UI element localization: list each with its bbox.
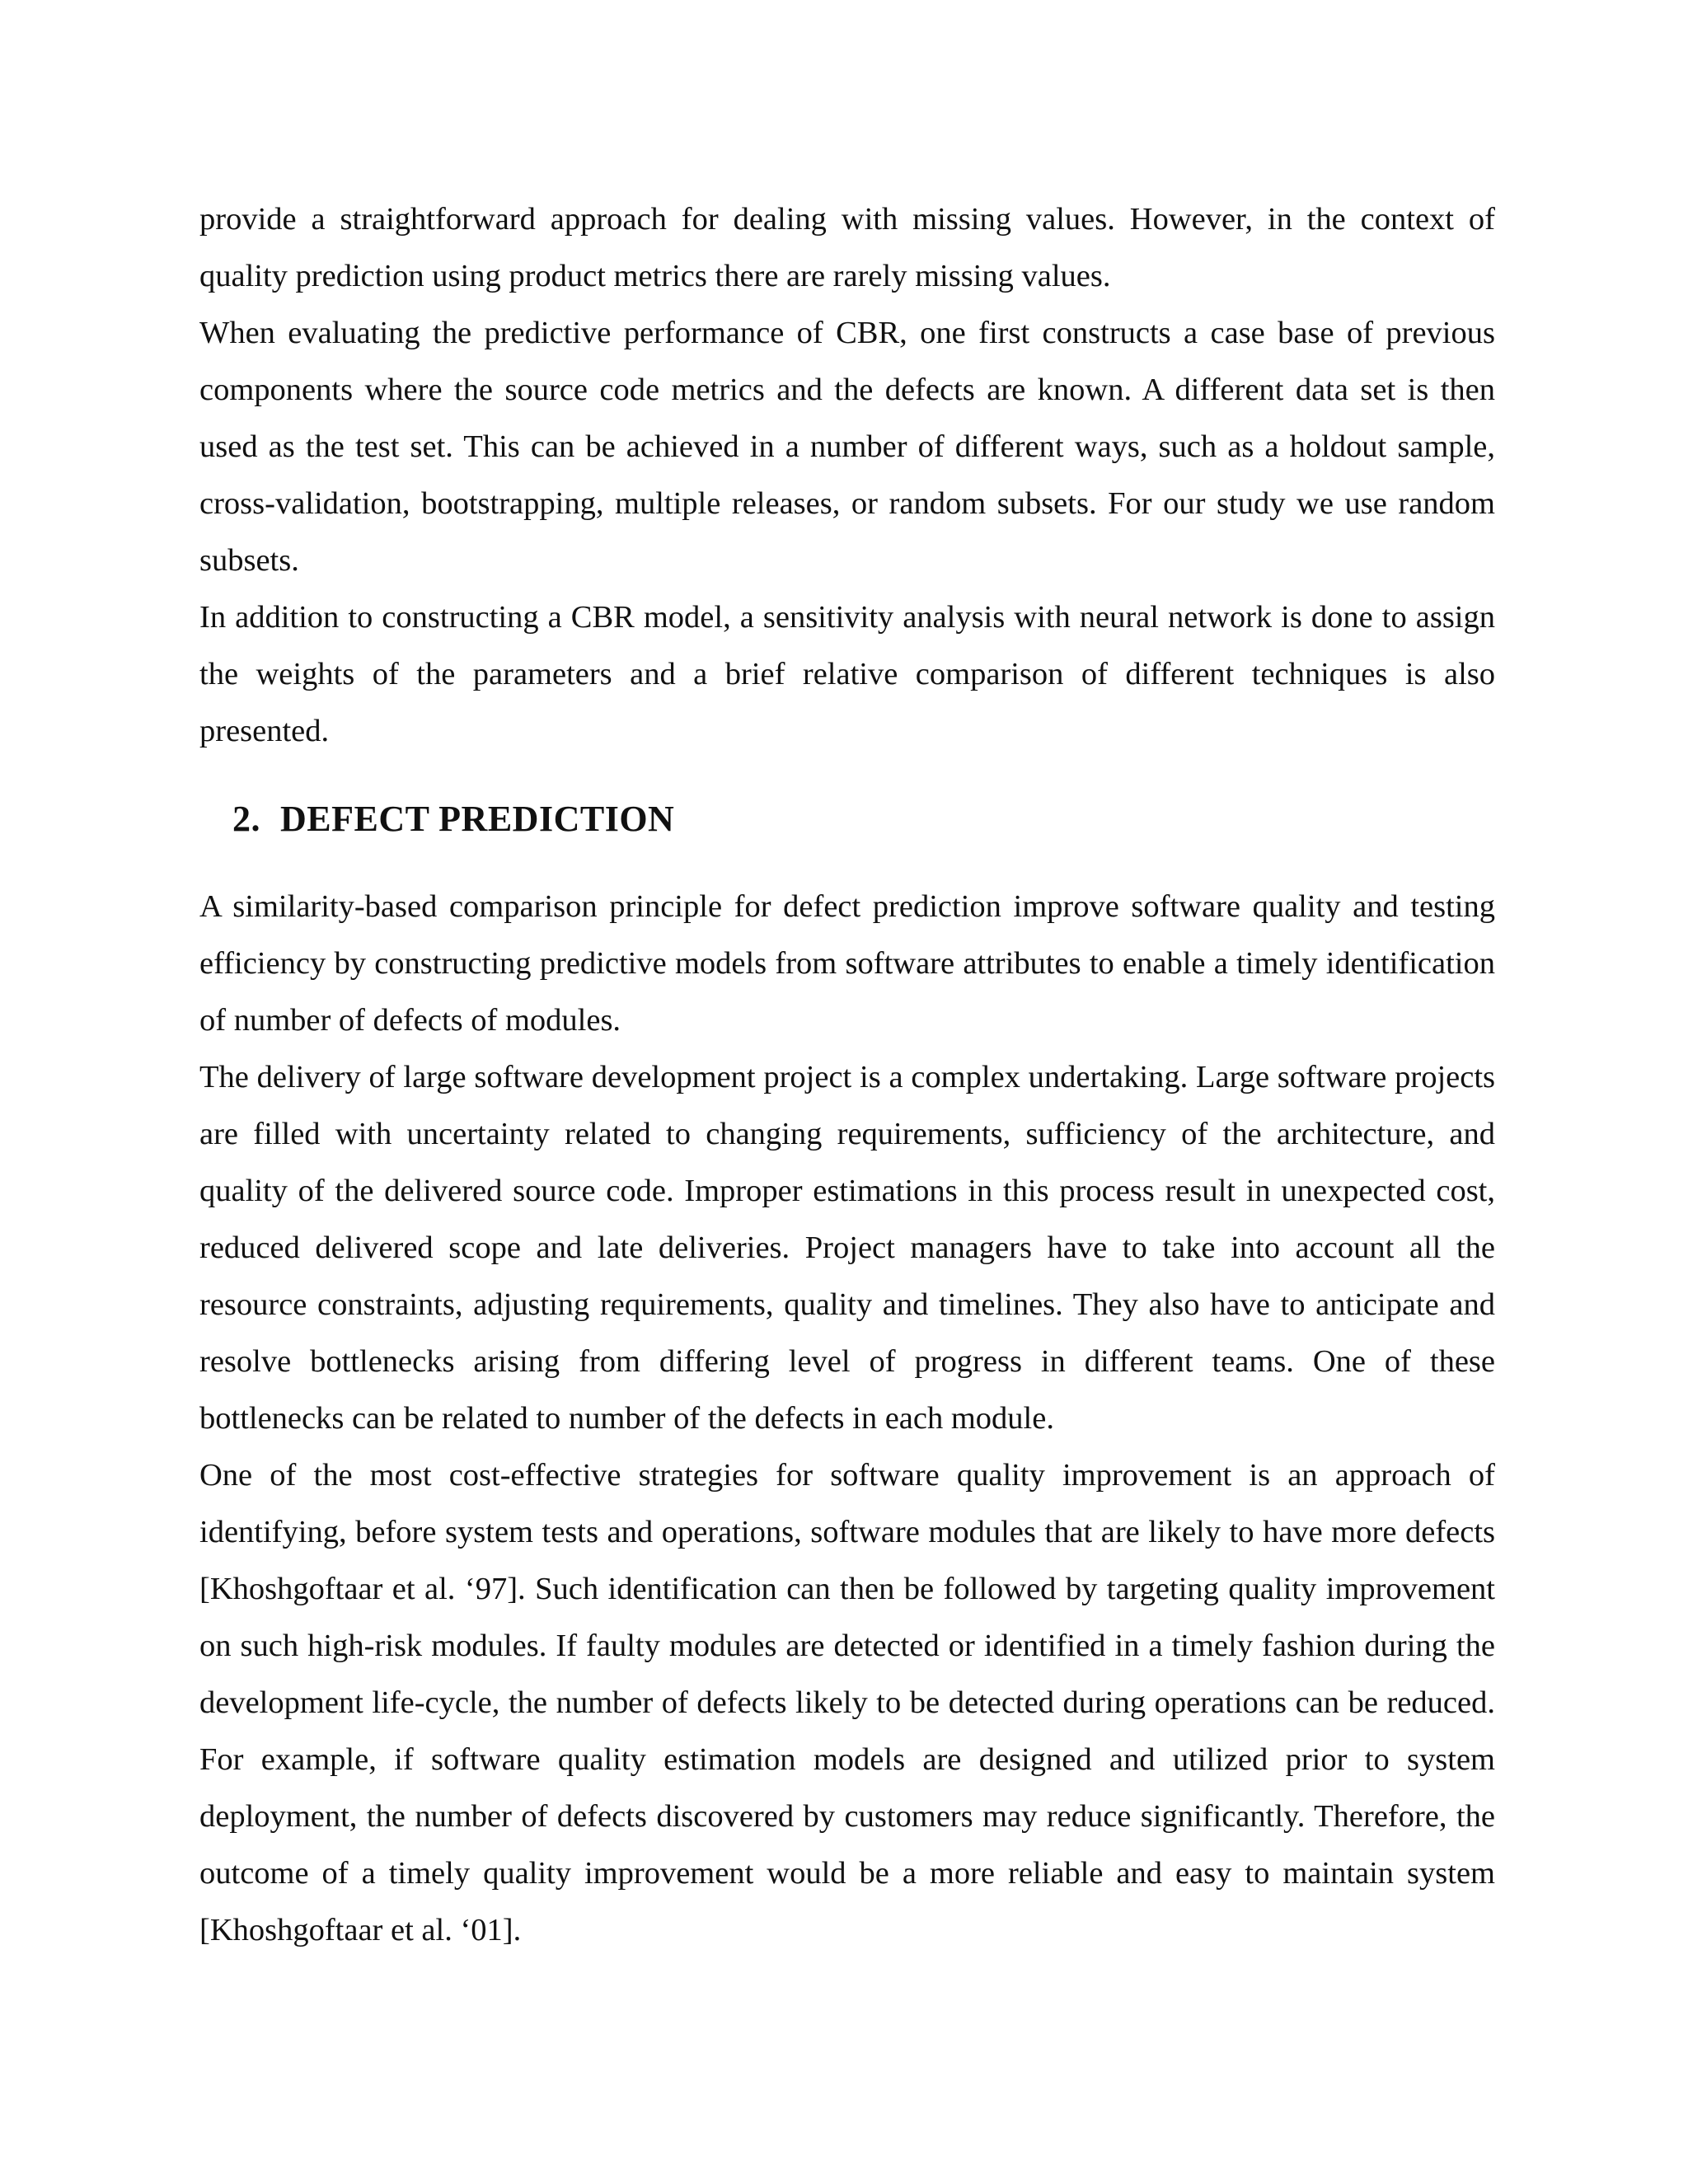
- paragraph-similarity-principle: A similarity-based comparison principle for defect prediction improve software quality and testing efficiency by constructing predictive models from software attributes to enable a timely identification of number of defects of modules.: [199, 889, 1495, 1038]
- section-number: 2.: [232, 799, 260, 839]
- document-body: [199, 191, 1495, 1959]
- paragraph-sensitivity-analysis: In addition to constructing a CBR model, a sensitivity analysis with neural network is done to assign the weights of the parameters and a brief relative comparison of different techniques is also presented.: [199, 600, 1495, 748]
- paragraph-missing-values: provide a straightforward approach for dealing with missing values. However, in the context of quality prediction using product metrics there are rarely missing values.: [199, 202, 1495, 293]
- paragraph-cost-effective-strategies: One of the most cost-effective strategies for software quality improvement is an approach of identifying, before system tests and operations, software modules that are likely to have more defects [Khoshgoftaar et al. ‘97]. Such identification can then be followed by targeting quality improvement on such high-risk modules. If faulty modules are detected or identified in a timely fashion during the development life-cycle, the number of defects likely to be detected during operations can be reduced. For example, if software quality estimation models are designed and utilized prior to system deployment, the number of defects discovered by customers may reduce significantly. Therefore, the outcome of a timely quality improvement would be a more reliable and easy to maintain system [Khoshgoftaar et al. ‘01].: [199, 1458, 1495, 1947]
- paragraph-cbr-evaluation: When evaluating the predictive performance of CBR, one first constructs a case base of previous components where the source code metrics and the defects are known. A different data set is then used as the test set. This can be achieved in a number of different ways, such as a holdout sample, cross-validation, bootstrapping, multiple releases, or random subsets. For our study we use random subsets.: [199, 316, 1495, 578]
- section-title: DEFECT PREDICTION: [280, 799, 675, 839]
- paragraph-large-projects: The delivery of large software development project is a complex undertaking. Large software projects are filled with uncertainty related to changing requirements, sufficiency of the architecture, and quality of the delivered source code. Improper estimations in this process result in unexpected cost, reduced delivered scope and late deliveries. Project managers have to take into account all the resource constraints, adjusting requirements, quality and timelines. They also have to anticipate and resolve bottlenecks arising from differing level of progress in different teams. One of these bottlenecks can be related to number of the defects in each module.: [199, 1060, 1495, 1436]
- section-heading: [199, 760, 1495, 879]
